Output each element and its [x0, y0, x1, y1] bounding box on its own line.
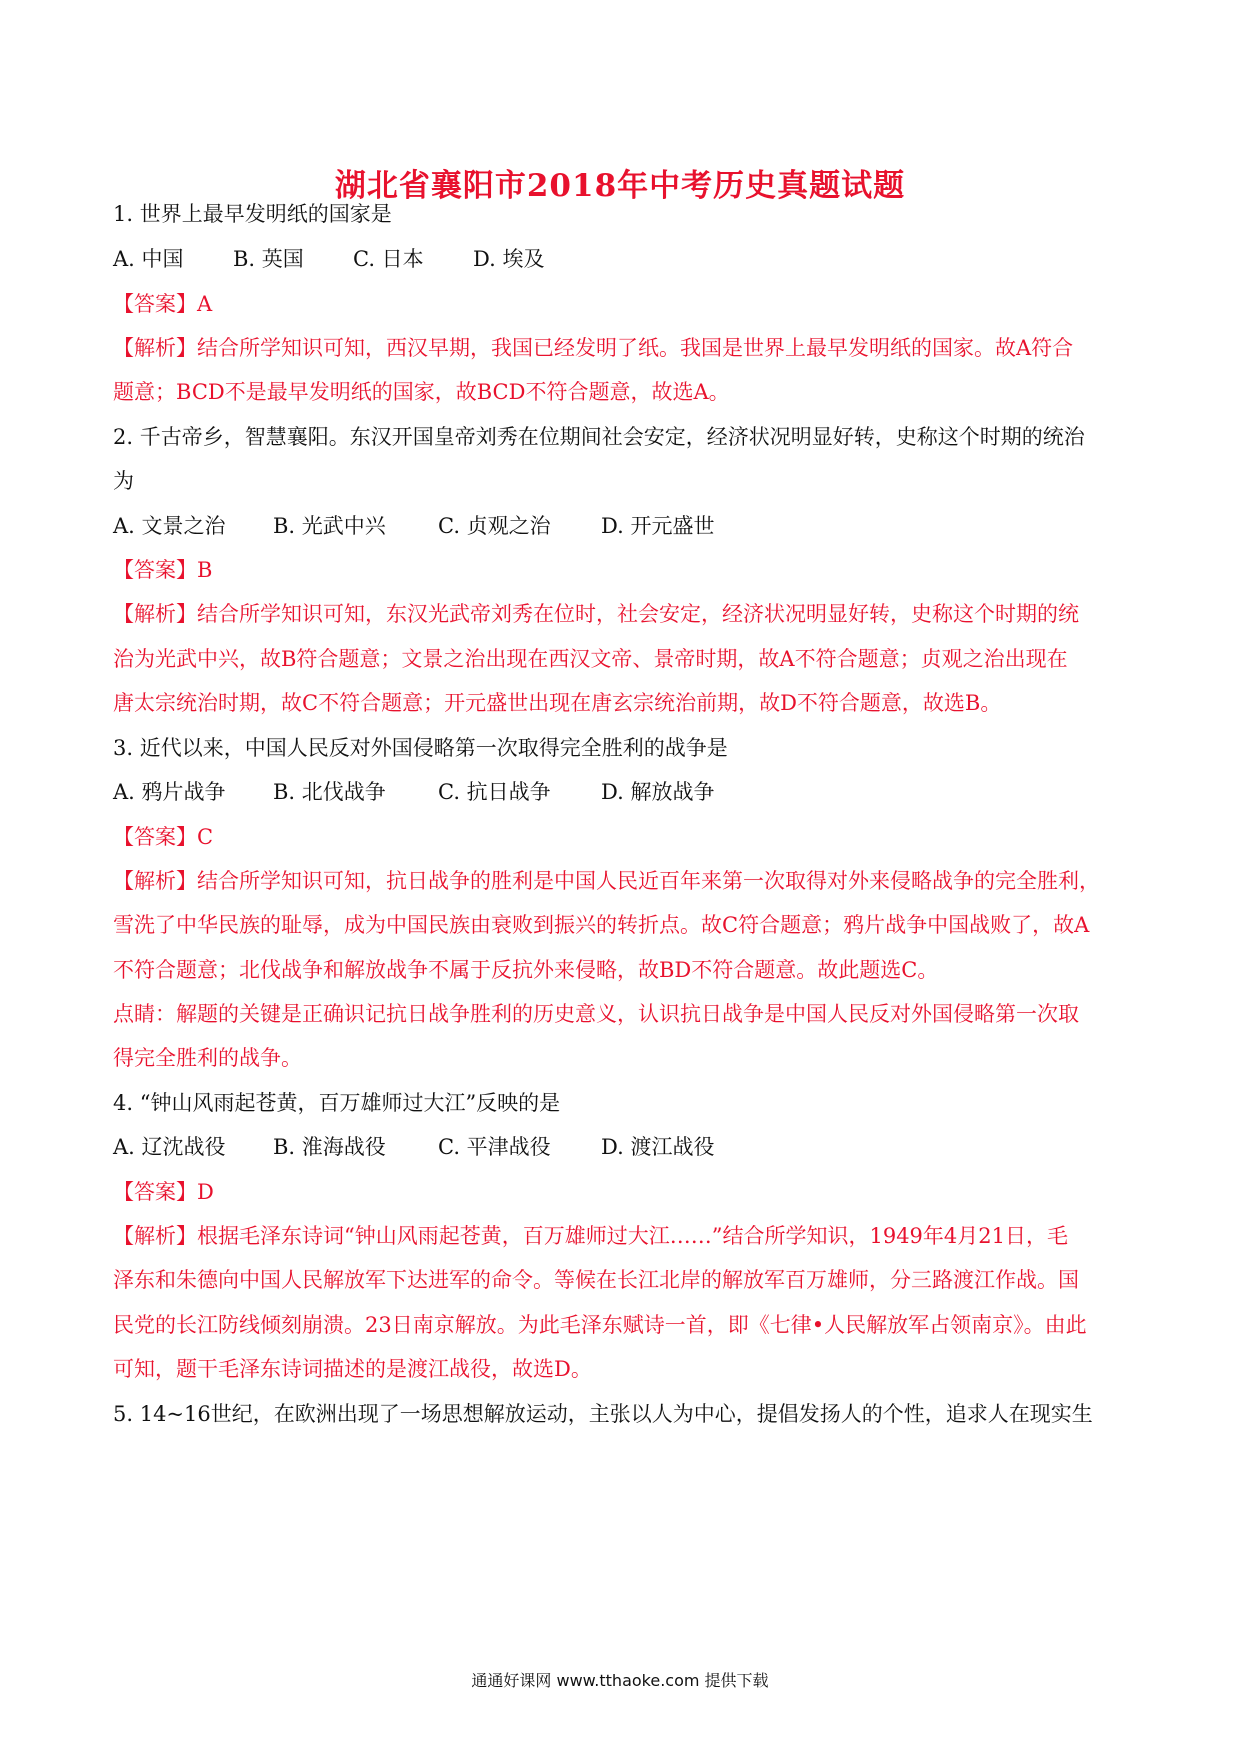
option-c: C. 抗日战争 [438, 780, 551, 804]
question-3-answer: 【答案】C [113, 825, 214, 849]
question-3-analysis-line: 不符合题意；北伐战争和解放战争不属于反抗外来侵略，故BD不符合题意。故此题选C。 [113, 958, 939, 982]
question-2-analysis-line: 唐太宗统治时期，故C不符合题意；开元盛世出现在唐玄宗统治前期，故D不符合题意，故选B。 [113, 691, 1002, 715]
question-3-analysis-line: 雪洗了中华民族的耻辱，成为中国民族由衰败到振兴的转折点。故C符合题意；鸦片战争中国战败了，故A [113, 913, 1090, 937]
page-footer: 通通好课网 www.tthaoke.com 提供下载 [471, 1671, 769, 1690]
question-2-analysis-line: 治为光武中兴，故B符合题意；文景之治出现在西汉文帝、景帝时期，故A不符合题意；贞观之治出现在 [113, 647, 1068, 671]
question-4-analysis-line: 可知，题干毛泽东诗词描述的是渡江战役，故选D。 [113, 1357, 592, 1381]
question-2-options [113, 511, 1133, 541]
option-b: B. 光武中兴 [273, 514, 386, 538]
question-2-stem: 2. 千古帝乡，智慧襄阳。东汉开国皇帝刘秀在位期间社会安定，经济状况明显好转，史称这个时期的统治 [113, 425, 1085, 449]
option-c: C. 贞观之治 [438, 514, 551, 538]
option-a: A. 文景之治 [113, 514, 226, 538]
question-3-options [113, 777, 1133, 807]
question-4-answer: 【答案】D [113, 1180, 214, 1204]
page-title: 湖北省襄阳市2018年中考历史真题试题 [334, 168, 906, 204]
question-4-analysis-line: 民党的长江防线倾刻崩溃。23日南京解放。为此毛泽东赋诗一首，即《七律•人民解放军占领南京》。由此 [113, 1313, 1087, 1337]
option-a: A. 中国 [113, 247, 184, 271]
question-1-answer: 【答案】A [113, 292, 213, 316]
option-b: B. 北伐战争 [273, 780, 386, 804]
question-2-stem: 为 [113, 469, 134, 493]
question-1-analysis-line: 【解析】结合所学知识可知，西汉早期，我国已经发明了纸。我国是世界上最早发明纸的国家。故A符合 [113, 336, 1074, 360]
question-4-stem: 4. “钟山风雨起苍黄，百万雄师过大江”反映的是 [113, 1091, 561, 1115]
question-4-analysis-line: 泽东和朱德向中国人民解放军下达进军的命令。等候在长江北岸的解放军百万雄师，分三路渡江作战。国 [113, 1268, 1079, 1292]
option-d: D. 解放战争 [601, 780, 715, 804]
question-1-analysis-line: 题意；BCD不是最早发明纸的国家，故BCD不符合题意，故选A。 [113, 380, 730, 404]
question-3-tip-line: 点睛：解题的关键是正确识记抗日战争胜利的历史意义，认识抗日战争是中国人民反对外国侵略第一次取 [113, 1002, 1079, 1026]
question-5-stem: 5. 14~16世纪，在欧洲出现了一场思想解放运动，主张以人为中心，提倡发扬人的个性，追求人在现实生 [113, 1402, 1093, 1426]
question-3-tip-line: 得完全胜利的战争。 [113, 1046, 302, 1070]
question-3-stem: 3. 近代以来，中国人民反对外国侵略第一次取得完全胜利的战争是 [113, 736, 728, 760]
option-d: D. 埃及 [473, 247, 545, 271]
question-4-analysis-line: 【解析】根据毛泽东诗词“钟山风雨起苍黄，百万雄师过大江……”结合所学知识，1949年4月21日，毛 [113, 1224, 1068, 1248]
option-d: D. 开元盛世 [601, 514, 715, 538]
option-d: D. 渡江战役 [601, 1135, 715, 1159]
question-1-options [113, 244, 1133, 274]
question-3-analysis-line: 【解析】结合所学知识可知，抗日战争的胜利是中国人民近百年来第一次取得对外来侵略战争的完全胜利， [113, 869, 1100, 893]
option-c: C. 平津战役 [438, 1135, 551, 1159]
question-1-stem: 1. 世界上最早发明纸的国家是 [113, 202, 392, 226]
option-a: A. 鸦片战争 [113, 780, 226, 804]
option-b: B. 英国 [233, 247, 304, 271]
question-2-answer: 【答案】B [113, 558, 213, 582]
option-b: B. 淮海战役 [273, 1135, 386, 1159]
option-c: C. 日本 [353, 247, 424, 271]
question-4-options [113, 1132, 1133, 1162]
option-a: A. 辽沈战役 [113, 1135, 226, 1159]
question-2-analysis-line: 【解析】结合所学知识可知，东汉光武帝刘秀在位时，社会安定，经济状况明显好转，史称这个时期的统 [113, 602, 1079, 626]
